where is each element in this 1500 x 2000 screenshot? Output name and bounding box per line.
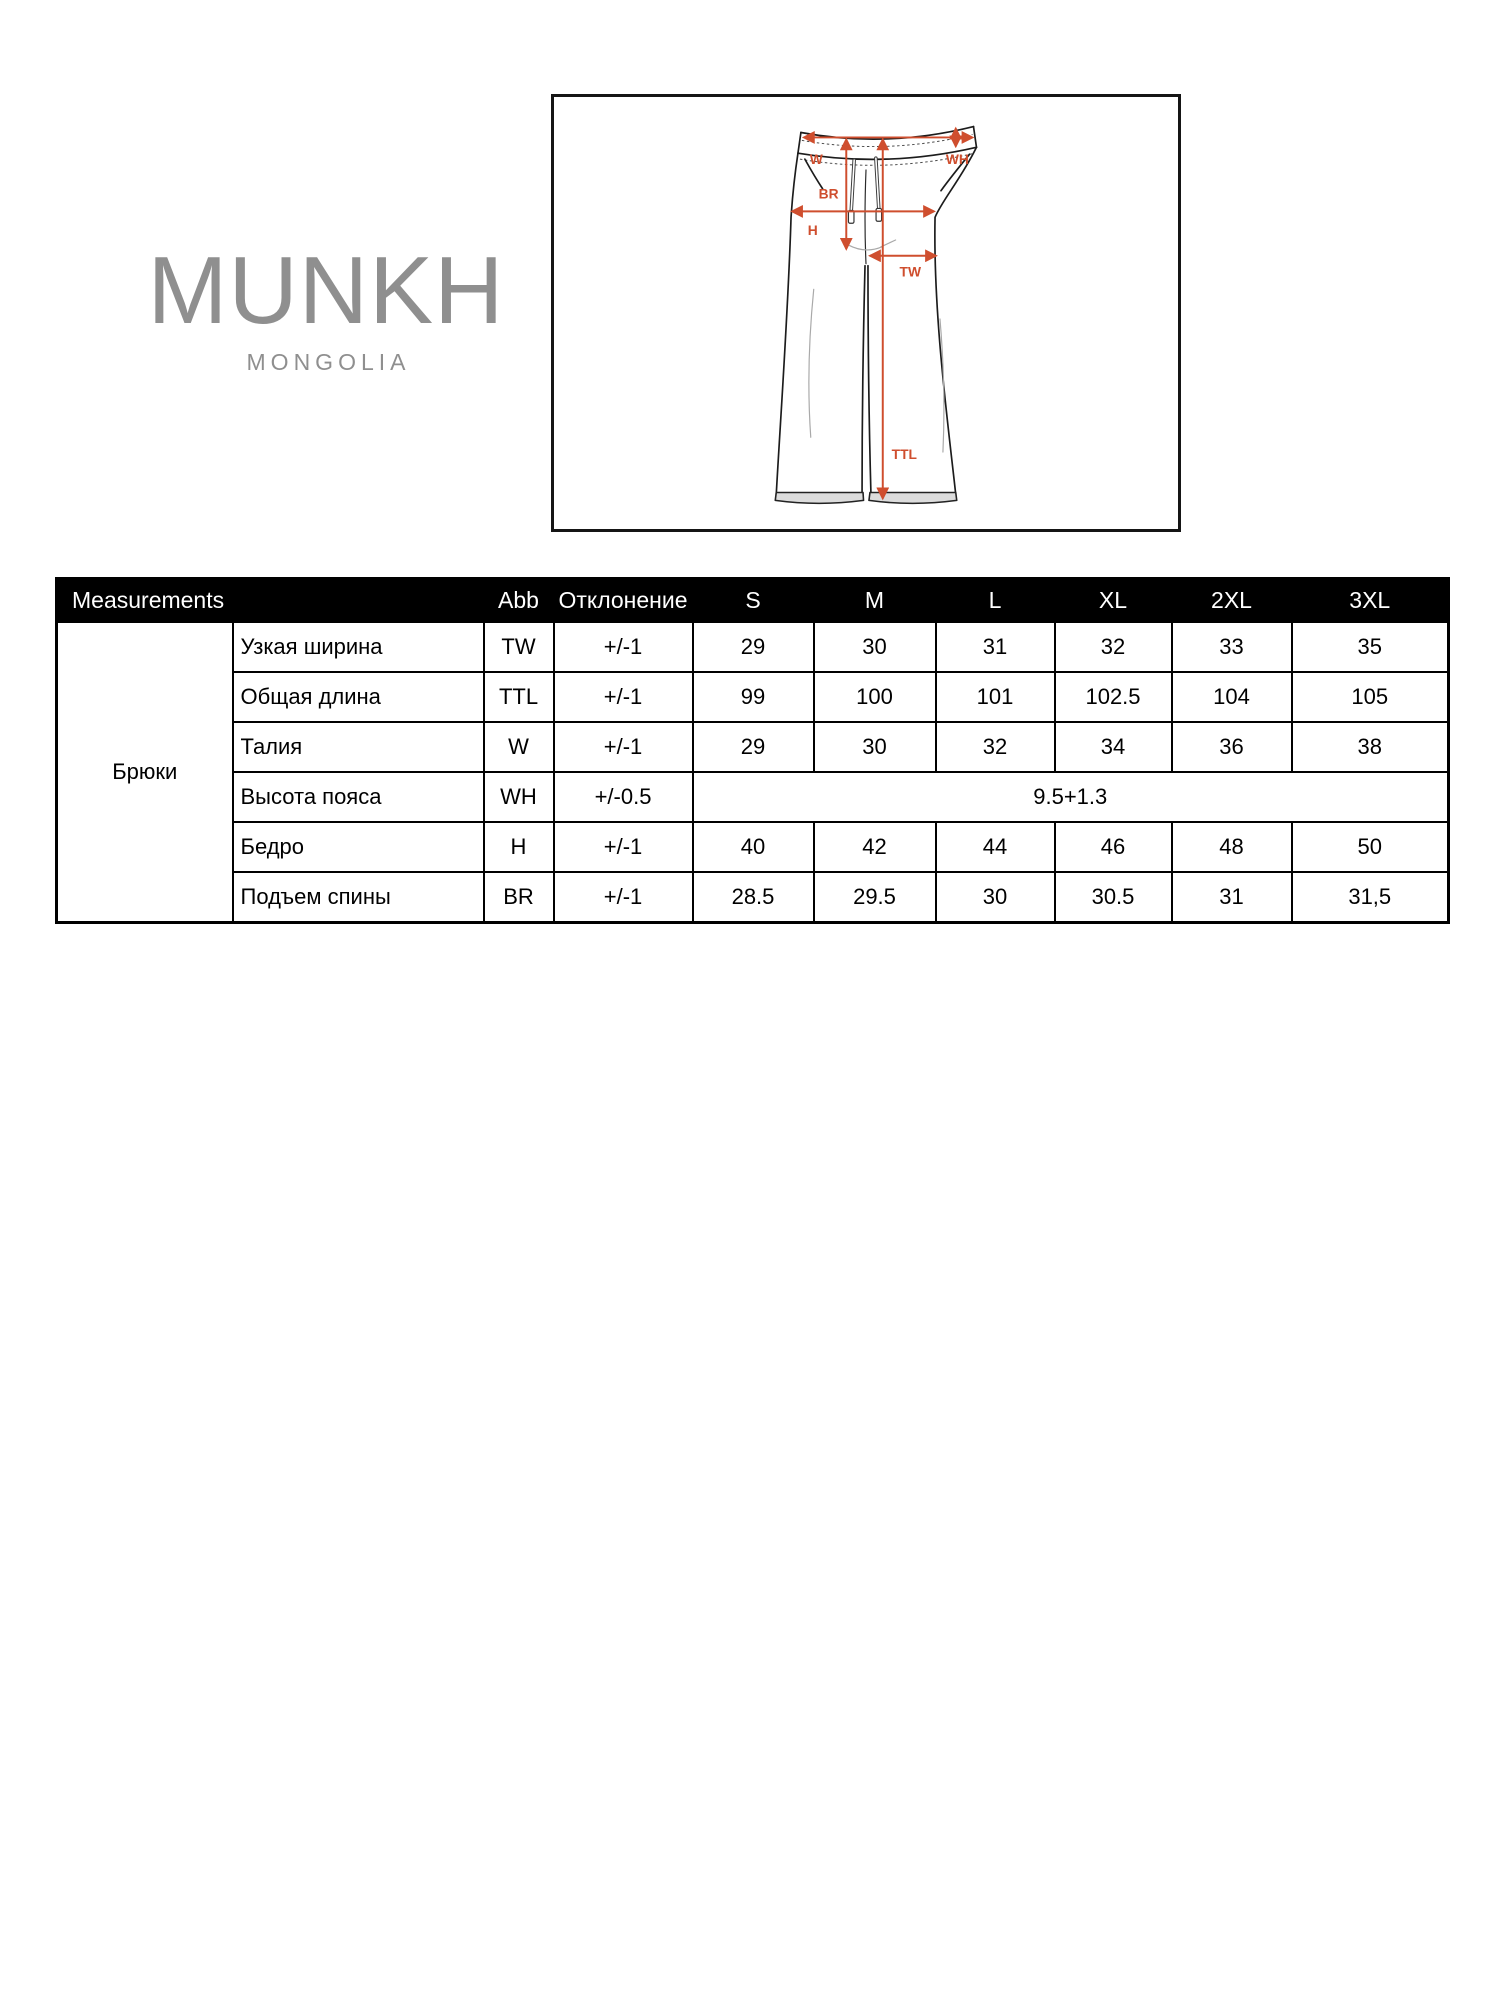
right-outer-seam (935, 147, 977, 494)
brand-logo (143, 237, 509, 376)
label-w: W (809, 152, 823, 168)
value-2xl: 36 (1172, 722, 1292, 772)
label-br: BR (818, 186, 839, 202)
label-ttl: TTL (891, 446, 917, 462)
row-abb: TTL (484, 672, 554, 722)
measurements-table (55, 577, 1450, 924)
value-3xl: 105 (1292, 672, 1449, 722)
col-header-abb: Abb (484, 579, 554, 623)
table-row-wh (57, 772, 1449, 822)
value-l: 101 (936, 672, 1055, 722)
value-3xl: 38 (1292, 722, 1449, 772)
table-row-br (57, 872, 1449, 923)
row-abb: BR (484, 872, 554, 923)
value-xl: 30.5 (1055, 872, 1172, 923)
row-abb: TW (484, 622, 554, 672)
col-header-size-2xl: 2XL (1172, 579, 1292, 623)
row-abb: W (484, 722, 554, 772)
label-h: H (807, 223, 818, 239)
value-s: 29 (693, 722, 814, 772)
value-3xl: 50 (1292, 822, 1449, 872)
group-label-cell: Брюки (57, 622, 233, 923)
table-header-row (57, 579, 1449, 623)
value-s: 28.5 (693, 872, 814, 923)
value-2xl: 48 (1172, 822, 1292, 872)
value-m: 42 (814, 822, 936, 872)
pants-sketch (554, 97, 1178, 529)
row-deviation: +/-0.5 (554, 772, 693, 822)
row-deviation: +/-1 (554, 672, 693, 722)
col-header-deviation: Отклонение (554, 579, 693, 623)
pants-diagram-box (551, 94, 1181, 532)
value-2xl: 31 (1172, 872, 1292, 923)
col-header-size-s: S (693, 579, 814, 623)
merged-value-all-sizes: 9.5+1.3 (693, 772, 1449, 822)
value-l: 30 (936, 872, 1055, 923)
value-l: 44 (936, 822, 1055, 872)
value-xl: 46 (1055, 822, 1172, 872)
value-s: 29 (693, 622, 814, 672)
value-m: 30 (814, 622, 936, 672)
label-tw: TW (899, 264, 921, 280)
drawstring-aglet-right (876, 208, 882, 221)
row-abb: H (484, 822, 554, 872)
value-2xl: 104 (1172, 672, 1292, 722)
label-wh: WH (945, 152, 969, 168)
row-label: Высота пояса (233, 772, 484, 822)
row-label: Подъем спины (233, 872, 484, 923)
row-label: Талия (233, 722, 484, 772)
row-deviation: +/-1 (554, 822, 693, 872)
col-header-size-l: L (936, 579, 1055, 623)
value-s: 40 (693, 822, 814, 872)
value-m: 29.5 (814, 872, 936, 923)
table-row-h (57, 822, 1449, 872)
col-header-measurements: Measurements (57, 579, 484, 623)
left-inseam (862, 266, 865, 494)
row-label: Бедро (233, 822, 484, 872)
left-hem (775, 493, 863, 504)
row-deviation: +/-1 (554, 622, 693, 672)
value-l: 32 (936, 722, 1055, 772)
waistband-sides (798, 127, 977, 154)
value-m: 100 (814, 672, 936, 722)
value-3xl: 31,5 (1292, 872, 1449, 923)
left-outer-seam (776, 153, 798, 494)
row-deviation: +/-1 (554, 872, 693, 923)
value-xl: 102.5 (1055, 672, 1172, 722)
col-header-size-xl: XL (1055, 579, 1172, 623)
right-inseam (868, 266, 871, 494)
col-header-size-3xl: 3XL (1292, 579, 1449, 623)
brand-name: MUNKH (147, 237, 505, 344)
row-label: Общая длина (233, 672, 484, 722)
value-xl: 34 (1055, 722, 1172, 772)
table-row-ttl (57, 672, 1449, 722)
row-abb: WH (484, 772, 554, 822)
brand-country: MONGOLIA (246, 349, 411, 375)
value-l: 31 (936, 622, 1055, 672)
value-xl: 32 (1055, 622, 1172, 672)
row-label: Узкая ширина (233, 622, 484, 672)
value-3xl: 35 (1292, 622, 1449, 672)
value-m: 30 (814, 722, 936, 772)
table-row-tw (57, 622, 1449, 672)
value-2xl: 33 (1172, 622, 1292, 672)
row-deviation: +/-1 (554, 722, 693, 772)
col-header-size-m: M (814, 579, 936, 623)
value-s: 99 (693, 672, 814, 722)
table-row-w (57, 722, 1449, 772)
